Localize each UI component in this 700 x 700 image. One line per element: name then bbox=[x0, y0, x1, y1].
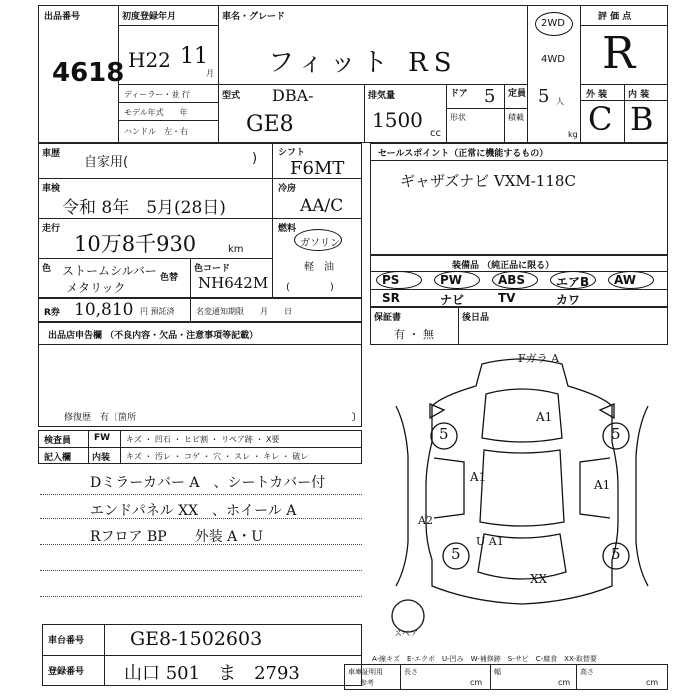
equipment-item: ABS bbox=[498, 273, 526, 287]
fuel-other: ( ) bbox=[286, 282, 334, 293]
note-line-2: エンドパネル XX 、ホイール A bbox=[90, 503, 297, 519]
history-value: 自家用( bbox=[84, 155, 129, 170]
recycle-fee: 10,810 bbox=[74, 300, 134, 320]
entry-label: 記入欄 bbox=[44, 453, 72, 463]
type-code: GE8 bbox=[246, 112, 294, 137]
exterior-grade: C bbox=[588, 100, 613, 138]
vehicle-condition-diagram bbox=[372, 346, 672, 646]
first-registration-month: 11 bbox=[180, 44, 208, 69]
equipment-item: PW bbox=[440, 273, 463, 287]
drive-4wd: 4WD bbox=[541, 54, 565, 65]
roof-right-mark: A1 bbox=[594, 478, 611, 492]
history-label: 車歴 bbox=[42, 149, 61, 159]
tire-fl: 5 bbox=[439, 425, 449, 443]
recycle-label: R券 bbox=[44, 308, 60, 318]
displacement-label: 排気量 bbox=[368, 91, 396, 101]
repair-label: 修復歴 有〔箇所 bbox=[64, 413, 137, 423]
repair-close: 〕 bbox=[352, 413, 362, 423]
damage-legend: A-線キズ E-エクボ U-凹み W-補修跡 S-サビ C-腐食 XX-取替要 bbox=[372, 655, 597, 663]
shape-label: 形状 bbox=[450, 113, 466, 122]
equipment-item-circle bbox=[434, 271, 480, 289]
chassis-number: GE8-1502603 bbox=[130, 628, 263, 650]
load-label: 積載 bbox=[508, 113, 524, 122]
first-registration-label: 初度登録年月 bbox=[122, 12, 177, 22]
recycle-unit: 円 預託済 bbox=[140, 307, 175, 316]
length-unit: cm bbox=[470, 678, 483, 687]
color-code-label: 色コード bbox=[194, 264, 231, 274]
registration-number: 山口 501 ま 2793 bbox=[124, 663, 300, 684]
interior-grade: B bbox=[630, 100, 654, 138]
equipment-item: TV bbox=[498, 291, 516, 305]
first-registration-era: H22 bbox=[128, 48, 171, 72]
proof-sub-label: 参考 bbox=[360, 679, 374, 687]
equipment-item: SR bbox=[382, 291, 400, 305]
length-label: 長さ bbox=[404, 668, 418, 676]
inspection-value: 令和 8年 5月(28日) bbox=[62, 198, 226, 218]
car-name: フィット RS bbox=[268, 48, 458, 78]
cc-unit: cc bbox=[430, 128, 441, 139]
height-unit: cm bbox=[646, 678, 659, 687]
under-mark: U A1 bbox=[476, 535, 504, 548]
color-main: ストームシルバー bbox=[62, 264, 157, 278]
type-prefix: DBA- bbox=[272, 86, 314, 105]
model-year-label: モデル年式 年 bbox=[124, 108, 188, 117]
drive-2wd: 2WD bbox=[541, 18, 565, 29]
capacity-unit: 人 bbox=[556, 97, 564, 106]
fw-label: FW bbox=[94, 433, 111, 443]
lot-number: 4618 bbox=[52, 58, 125, 88]
width-unit: cm bbox=[558, 678, 571, 687]
chassis-number-label: 車台番号 bbox=[48, 636, 85, 646]
capacity-label: 定員 bbox=[508, 89, 527, 99]
evaluation-score: R bbox=[602, 28, 636, 79]
tire-rr: 5 bbox=[611, 545, 621, 563]
mileage-value: 10万8千930 bbox=[74, 232, 197, 256]
sales-point-label: セールスポイント（正常に機能するもの） bbox=[378, 149, 549, 159]
equipment-item: ナビ bbox=[440, 293, 465, 307]
interior-row-label: 内装 bbox=[92, 453, 111, 463]
cooler-value: AA/C bbox=[300, 196, 344, 216]
doors-value: 5 bbox=[484, 86, 496, 107]
hood-mark: A1 bbox=[536, 410, 553, 424]
left-side-mark: A2 bbox=[418, 514, 433, 527]
equipment-item-circle bbox=[492, 271, 538, 289]
lot-number-label: 出品番号 bbox=[44, 12, 81, 22]
rear-mark: XX bbox=[530, 572, 548, 586]
equipment-item: カワ bbox=[556, 293, 581, 307]
front-glass-mark: Fガラ A bbox=[518, 352, 560, 365]
width-label: 幅 bbox=[494, 668, 501, 676]
shift-label: シフト bbox=[278, 148, 306, 158]
fuel-label: 燃料 bbox=[278, 224, 297, 234]
equipment-item-circle bbox=[608, 271, 654, 289]
displacement-value: 1500 bbox=[372, 108, 423, 132]
warranty-label: 保証書 bbox=[374, 313, 402, 323]
spare-label: スペア bbox=[394, 629, 418, 638]
equipment-label: 装備品 （純正品に限る） bbox=[452, 261, 555, 271]
fuel-gasoline: ガソリン bbox=[300, 238, 340, 249]
sales-point-value: ギャザズナビ VXM-118C bbox=[400, 172, 576, 190]
fuel-light-oil: 軽 油 bbox=[304, 262, 334, 273]
fw-items: キズ ・ 凹石 ・ ヒビ割 ・ リペア跡 ・ X要 bbox=[126, 435, 280, 444]
note-line-3: Rフロア BP 外装 A・U bbox=[90, 529, 264, 545]
equipment-item-circle bbox=[376, 271, 422, 289]
equipment-item-circle bbox=[550, 271, 596, 289]
color-change-label: 色替 bbox=[160, 273, 179, 283]
doors-label: ドア bbox=[450, 89, 468, 99]
shift-value: F6MT bbox=[290, 158, 345, 179]
registration-number-label: 登録番号 bbox=[48, 667, 85, 677]
equipment-item: PS bbox=[382, 273, 400, 287]
history-close: ) bbox=[252, 151, 258, 166]
color-sub: メタリック bbox=[66, 281, 126, 295]
inspection-label: 車検 bbox=[42, 184, 61, 194]
garage-proof-block bbox=[344, 664, 668, 690]
mileage-label: 走行 bbox=[42, 224, 61, 234]
roof-left-mark: A1 bbox=[470, 470, 487, 484]
km-unit: km bbox=[228, 244, 244, 255]
declaration-label: 出品店申告欄 （不良内容・欠品・注意事項等記載） bbox=[48, 331, 259, 341]
equipment-item: AW bbox=[614, 273, 636, 287]
manual-label: 後日品 bbox=[462, 313, 490, 323]
name-change-label: 名変通知期限 月 日 bbox=[196, 307, 292, 316]
interior-label: 内 装 bbox=[628, 90, 650, 100]
tire-rl: 5 bbox=[451, 545, 461, 563]
color-code: NH642M bbox=[198, 274, 269, 292]
cooler-label: 冷房 bbox=[278, 184, 297, 194]
car-grade-label: 車名・グレード bbox=[222, 12, 286, 22]
handle-label: ハンドル 左・右 bbox=[124, 127, 188, 136]
interior-items: キズ ・ 汚レ ・ コゲ ・ 穴 ・ スレ ・ キレ ・ 破レ bbox=[126, 452, 309, 461]
equipment-item: エアB bbox=[556, 275, 590, 289]
type-label: 型式 bbox=[222, 91, 241, 101]
tire-fr: 5 bbox=[611, 425, 621, 443]
color-label: 色 bbox=[42, 264, 52, 274]
note-line-1: Dミラーカバー A 、シートカバー付 bbox=[90, 475, 326, 491]
evaluation-label: 評 価 点 bbox=[598, 12, 632, 22]
height-label: 高さ bbox=[580, 668, 594, 676]
capacity-value: 5 bbox=[538, 86, 550, 107]
inspector-label: 検査員 bbox=[44, 436, 72, 446]
warranty-options: 有 ・ 無 bbox=[394, 328, 434, 341]
dealer-label: ディーラー・並 行 bbox=[124, 90, 190, 99]
month-unit: 月 bbox=[206, 69, 214, 78]
exterior-label: 外 装 bbox=[586, 90, 608, 100]
proof-label: 車庫証明用 bbox=[348, 668, 383, 676]
kg-unit: kg bbox=[568, 130, 578, 139]
